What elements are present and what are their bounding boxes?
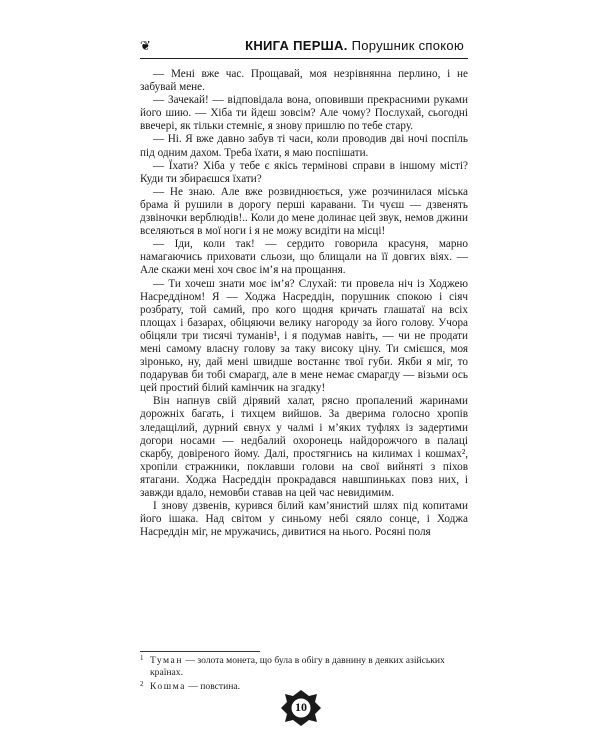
paragraph: І знову дзвенів, курився білий кам’янистий шлях під копитами його ішака. Над світом у синьому небі сяяло сонце, і Ходжа Насреддін міг, не мружачись, дивитися на нього. Росяні поля	[140, 500, 468, 539]
paragraph: — Ні. Я вже давно забув ті часи, коли проводив дві ночі поспіль під одним дахом. Треба їхати, я маю поспішати.	[140, 133, 468, 159]
footnote-term: Туман	[150, 655, 183, 666]
footnote-divider	[140, 651, 260, 652]
paragraph: Він напнув свій дірявий халат, рясно пропалений жаринами дорожніх багать, і тихцем вийшов. За дверима голосно хропів зледащілий, дурний євнух у чалмі і м’яких туфлях із задертими догори носами — недбалий охоронець найдорожчого в палаці скарбу, довіреного йому. Далі, простягнись на килимах і кошмах², хропіли стражники, поклавши голови на свої вийняті з піхов ятагани. Ходжа Насреддін прокрадався навшпиньках повз них, і завжди вдало, немовби ставав на цей час невидимим.	[140, 395, 468, 499]
running-header	[140, 36, 468, 59]
page-number: 10	[295, 700, 307, 714]
paragraph: — Їхати? Хіба у тебе є якісь термінові справи в іншому місті? Куди ти збираєшся їхати?	[140, 159, 468, 185]
paragraph: — Ти хочеш знати моє ім’я? Слухай: ти провела ніч із Ходжею Насреддіном! Я — Ходжа Насреддін, порушник спокою і сіяч розбрату, той самий, про кого щодня кричать глашатаї на всіх площах і базарах, обіцяючи велику нагороду за його голову. Учора обіцяли три тисячі туманів¹, і я подумав навіть, — чи не продати мені самому власну голову за таку високу ціну. Ти смієшся, моя зіронько, ну, дай мені швидше востаннє твої губи. Якби я міг, то подарував би тобі смарагд, але в мене немає смарагду — візьми ось цей простий білий камінчик на згадку!	[140, 277, 468, 395]
footnote-text: — повстина.	[185, 681, 241, 692]
paragraph: — Іди, коли так! — сердито говорила красуня, марно намагаючись приховати сльози, що блищали на її довгих віях. — Але скажи мені хоч своє ім’я на прощання.	[140, 238, 468, 277]
footnote-number: 2	[140, 680, 144, 688]
running-title	[245, 38, 464, 53]
footnote-1	[140, 655, 468, 678]
paragraph: — Не знаю. Але вже розвиднюється, уже розчинилася міська брама й рушили в дорогу перші каравани. Ти чуєш — дзвенять дзвіночки верблюдів!.. Коли до мене долинає цей звук, немов джини вселяються в мої ноги і я не можу всидіти на місці!	[140, 185, 468, 238]
footnote-number: 1	[140, 654, 144, 662]
chapter-subtitle: Порушник спокою	[351, 38, 464, 53]
page-number-ornament	[279, 688, 323, 728]
body-text	[140, 68, 468, 539]
footnote-text: — золота монета, що була в обігу в давнину в деяких азійських країнах.	[150, 655, 445, 678]
paragraph: — Зачекай! — відповідала вона, оповивши прекрасними руками його шию. — Хіба ти йдеш зовсім? Але чому? Послухай, сьогодні ввечері, як тільки стемніє, я знову пришлю по тебе стару.	[140, 94, 468, 133]
book-title: КНИГА ПЕРША.	[245, 38, 348, 53]
header-ornament-icon: ❦	[140, 38, 151, 53]
footnote-term: Кошма	[150, 681, 186, 692]
paragraph: — Мені вже час. Прощавай, моя незрівнянна перлино, і не забувай мене.	[140, 68, 468, 94]
